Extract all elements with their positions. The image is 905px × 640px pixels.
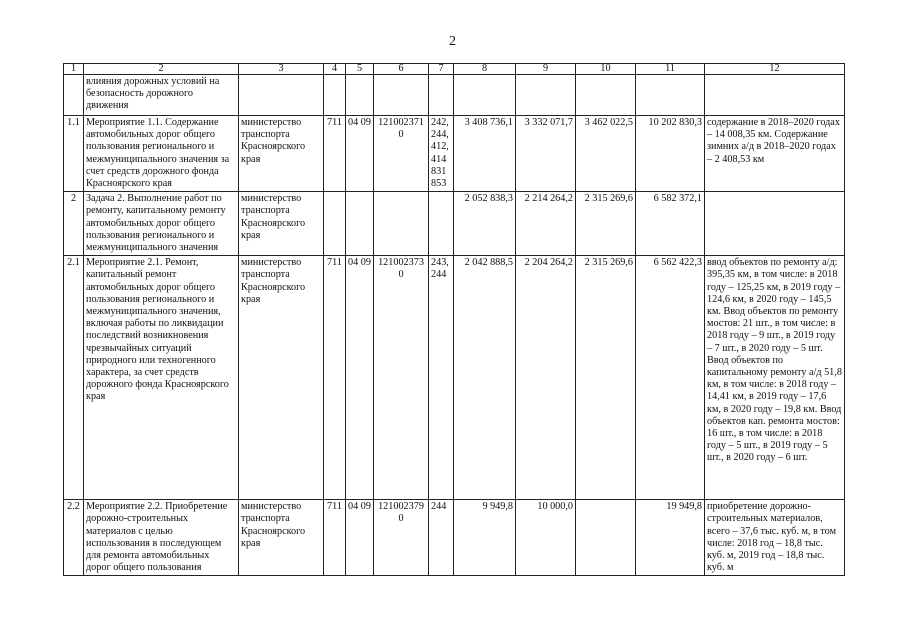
header-cell: 11 — [636, 64, 705, 75]
row-rzpr — [346, 192, 374, 256]
row-grbs — [324, 192, 346, 256]
row-rzpr — [346, 75, 374, 116]
table-row — [64, 116, 845, 192]
row-result: ввод объектов по ремонту а/д: 395,35 км, в том числе: в 2018 году – 125,25 км, в 2019 году – 124,6 км, в 2020 году – 145,5 км. Ввод объектов по ремонту мостов: 21 шт., в том числе: в 2018 году – 9 шт., в 2019 году – 7 шт., в 2020 году – 5 шт. Ввод объектов по капитальному ремонту а/д 51,8 км, в том числе: в 2018 году – 14,41 км, в 2019 году – 17,6 км, в 2020 году – 19,8 км. Ввод объектов кап. ремонта мостов: 16 шт., в том числе: в 2018 году – 5 шт., в 2019 году – 5 шт., в 2020 году – 6 шт. — [705, 256, 845, 500]
row-total: 6 582 372,1 — [636, 192, 705, 256]
header-cell: 7 — [429, 64, 454, 75]
row-2019: 3 332 071,7 — [516, 116, 576, 192]
row-2019: 2 214 264,2 — [516, 192, 576, 256]
row-vr: 243, 244 — [429, 256, 454, 500]
row-result: содержание в 2018–2020 годах – 14 008,35 км. Содержание зимних а/д в 2018–2020 годах – 2 408,53 км — [705, 116, 845, 192]
row-number: 2.2 — [64, 500, 84, 576]
row-name: Мероприятие 2.1. Ремонт, капитальный ремонт автомобильных дорог общего пользования регионального и межмуниципального значения, включая работы по ликвидации последствий возникновения чрезвычайных ситуаций природного или техногенного характера, за счет средств дорожного фонда Красноярского края — [84, 256, 239, 500]
table-row — [64, 256, 845, 500]
row-name: Мероприятие 1.1. Содержание автомобильных дорог общего пользования регионального и межмуниципального значения за счет средств дорожного фонда Красноярского края — [84, 116, 239, 192]
row-2020: 3 462 022,5 — [576, 116, 636, 192]
row-2019 — [516, 75, 576, 116]
header-cell: 12 — [705, 64, 845, 75]
page-number: 2 — [449, 34, 456, 49]
row-2018 — [454, 75, 516, 116]
row-grbs-name: министерство транспорта Красноярского края — [239, 116, 324, 192]
row-2020: 2 315 269,6 — [576, 192, 636, 256]
row-name: Задача 2. Выполнение работ по ремонту, капитальному ремонту автомобильных дорог общего пользования регионального и межмуниципального значения — [84, 192, 239, 256]
row-2019: 2 204 264,2 — [516, 256, 576, 500]
row-total — [636, 75, 705, 116]
row-total: 10 202 830,3 — [636, 116, 705, 192]
program-table — [63, 63, 845, 576]
row-grbs-name — [239, 75, 324, 116]
row-grbs — [324, 75, 346, 116]
header-cell: 10 — [576, 64, 636, 75]
row-result — [705, 192, 845, 256]
row-grbs-name: министерство транспорта Красноярского края — [239, 500, 324, 576]
header-cell: 9 — [516, 64, 576, 75]
table-row — [64, 500, 845, 576]
row-grbs: 711 — [324, 500, 346, 576]
row-2018: 2 042 888,5 — [454, 256, 516, 500]
row-number: 2.1 — [64, 256, 84, 500]
row-total: 19 949,8 — [636, 500, 705, 576]
row-2020: 2 315 269,6 — [576, 256, 636, 500]
header-cell: 6 — [374, 64, 429, 75]
header-cell: 3 — [239, 64, 324, 75]
row-2018: 2 052 838,3 — [454, 192, 516, 256]
row-csr — [374, 192, 429, 256]
row-grbs: 711 — [324, 116, 346, 192]
row-result — [705, 75, 845, 116]
row-2020 — [576, 500, 636, 576]
row-csr: 1210023710 — [374, 116, 429, 192]
header-cell: 4 — [324, 64, 346, 75]
row-number — [64, 75, 84, 116]
row-2018: 9 949,8 — [454, 500, 516, 576]
row-grbs-name: министерство транспорта Красноярского края — [239, 192, 324, 256]
row-name: влияния дорожных условий на безопасность дорожного движения — [84, 75, 239, 116]
row-vr: 242, 244, 412, 414 831 853 — [429, 116, 454, 192]
row-name: Мероприятие 2.2. Приобретение дорожно-строительных материалов с целью использования в последующем для ремонта автомобильных дорог общего пользования — [84, 500, 239, 576]
row-csr — [374, 75, 429, 116]
row-rzpr: 04 09 — [346, 500, 374, 576]
row-rzpr: 04 09 — [346, 256, 374, 500]
header-cell: 2 — [84, 64, 239, 75]
row-result: приобретение дорожно-строительных материалов, всего – 37,6 тыс. куб. м, в том числе: 2018 год – 18,8 тыс. куб. м, 2019 год – 18,8 тыс. куб. м — [705, 500, 845, 576]
row-vr — [429, 192, 454, 256]
table-row — [64, 75, 845, 116]
row-grbs-name: министерство транспорта Красноярского края — [239, 256, 324, 500]
table-row — [64, 192, 845, 256]
row-total: 6 562 422,3 — [636, 256, 705, 500]
row-vr — [429, 75, 454, 116]
row-csr: 1210023730 — [374, 256, 429, 500]
row-2020 — [576, 75, 636, 116]
row-2018: 3 408 736,1 — [454, 116, 516, 192]
header-cell: 8 — [454, 64, 516, 75]
row-csr: 1210023790 — [374, 500, 429, 576]
row-2019: 10 000,0 — [516, 500, 576, 576]
header-row — [64, 64, 845, 75]
header-cell: 5 — [346, 64, 374, 75]
row-rzpr: 04 09 — [346, 116, 374, 192]
row-number: 1.1 — [64, 116, 84, 192]
header-cell: 1 — [64, 64, 84, 75]
row-number: 2 — [64, 192, 84, 256]
row-grbs: 711 — [324, 256, 346, 500]
row-vr: 244 — [429, 500, 454, 576]
